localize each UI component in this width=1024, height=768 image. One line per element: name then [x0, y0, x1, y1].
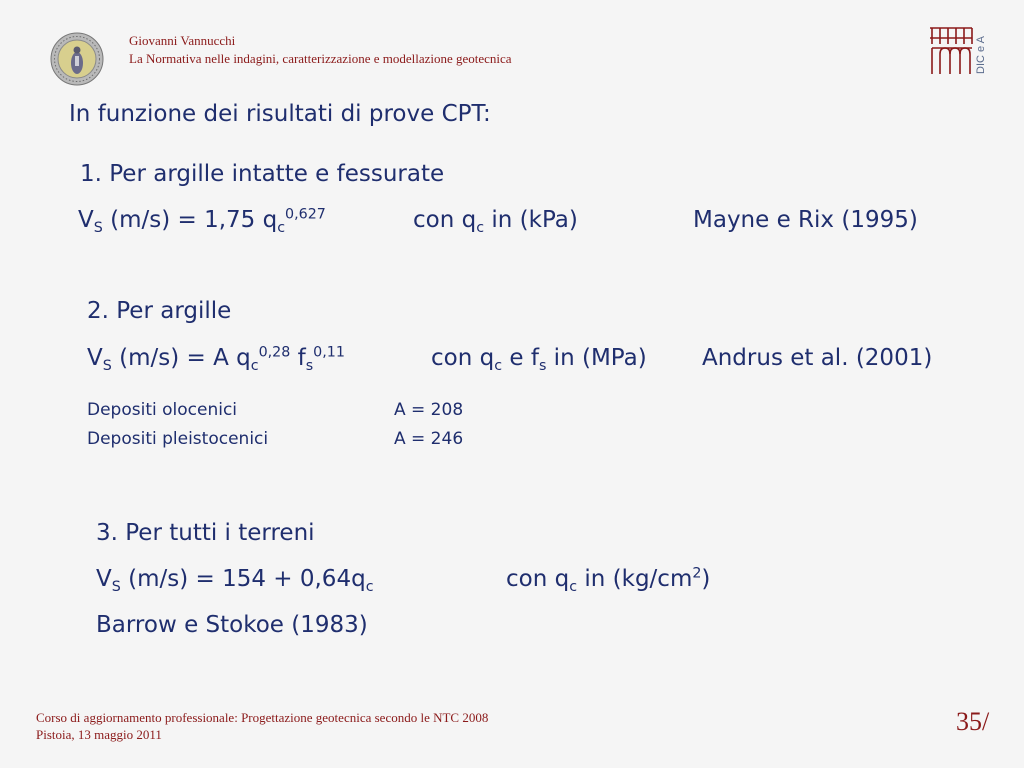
dicea-logo-text: DIC e A	[975, 36, 987, 74]
deposit-row-label: Depositi pleistocenici	[87, 429, 269, 449]
section2-title: 2. Per argille	[87, 298, 232, 324]
header-course-title: La Normativa nelle indagini, caratterizzazione e modellazione geotecnica	[129, 51, 512, 66]
section3-unit: con $q_c$ in $(kg/cm^2)$	[506, 565, 711, 595]
section1-equation: $V_S$ (m/s) = 1,75 $q_c^{0,627}$	[78, 206, 326, 236]
dicea-logo	[928, 24, 988, 78]
footer-course: Corso di aggiornamento professionale: Progettazione geotecnica secondo le NTC 2008	[36, 710, 489, 725]
deposit-row-label: Depositi olocenici	[87, 400, 238, 420]
deposit-row-value: A = 208	[394, 400, 464, 420]
section1-reference: Mayne e Rix (1995)	[693, 207, 918, 233]
section2-reference: Andrus et al. (2001)	[702, 345, 933, 371]
footer-date: Pistoia, 13 maggio 2011	[36, 727, 162, 742]
header-author: Giovanni Vannucchi	[129, 33, 236, 48]
section2-equation: $V_S$ (m/s) = A $q_c^{0,28}$ $f_s^{0,11}$	[87, 344, 345, 374]
section2-unit: con $q_c$ e $f_s$ in (MPa)	[431, 345, 647, 374]
section3-reference: Barrow e Stokoe (1983)	[96, 612, 368, 638]
section3-title: 3. Per tutti i terreni	[96, 520, 315, 546]
section1-title: 1. Per argille intatte e fessurate	[80, 161, 445, 187]
section1-unit: con $q_c$ in (kPa)	[413, 207, 578, 236]
main-heading: In funzione dei risultati di prove CPT:	[69, 101, 491, 127]
page-number: 35/	[956, 707, 990, 736]
university-seal-logo	[50, 32, 104, 86]
deposit-row-value: A = 246	[394, 429, 464, 449]
section3-equation: $V_S$ $(m/s) = 154 + 0,64q_c$	[96, 566, 374, 595]
